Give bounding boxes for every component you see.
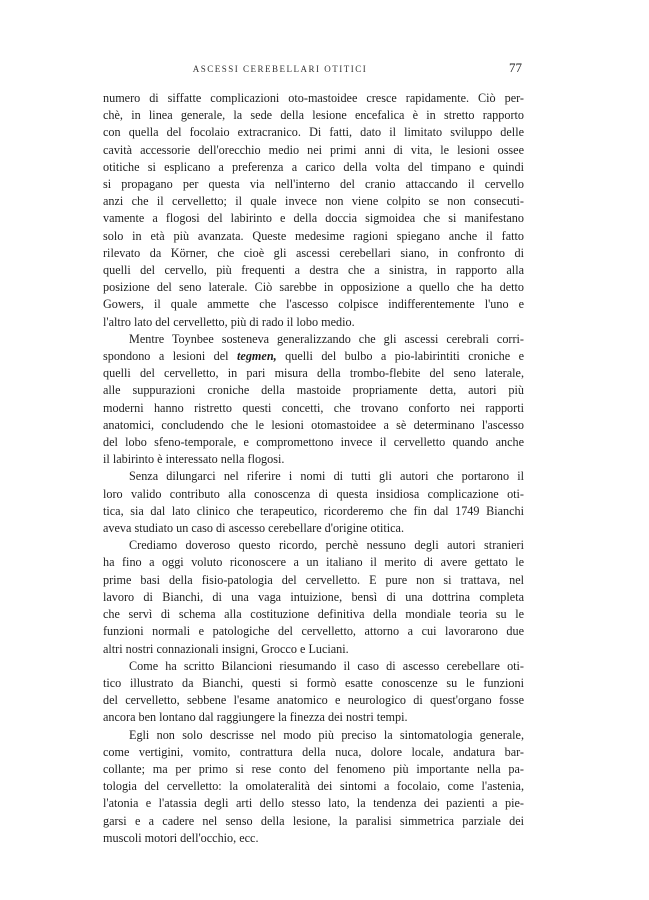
paragraph-2 bbox=[103, 331, 524, 469]
text-line: loro valido contributo alla conoscenza di questa insidiosa complicazione oti- bbox=[103, 486, 524, 501]
text-line: tica, sia dal lato clinico che terapeutico, ricorderemo che fin dal 1749 Bianchi bbox=[103, 503, 524, 518]
text-line: altri nostri connazionali insigni, Grocco e Luciani. bbox=[103, 641, 349, 656]
text-fragment: spondono a lesioni del bbox=[103, 349, 229, 364]
text-line: si propagano per questa via nell'interno del cranio attaccando il cervello bbox=[103, 177, 524, 192]
text-line: muscoli motori dell'occhio, ecc. bbox=[103, 830, 259, 845]
paragraph-4 bbox=[103, 537, 524, 657]
text-line: numero di siffatte complicazioni oto-mastoidee cresce rapidamente. Ciò per- bbox=[103, 91, 524, 105]
text-line: tologia del cervelletto: la omolateralità dei sintomi a focolaio, come l'astenia, bbox=[103, 779, 524, 794]
text-line: chè, in linea generale, la sede della lesione encefalica è in stretto rapporto bbox=[103, 108, 524, 123]
text-line: del cervelletto, sebbene l'esame anatomico e neurologico di quest'organo fosse bbox=[103, 693, 524, 708]
text-line: alle suppurazioni croniche della mastoide propriamente detta, autori più bbox=[103, 383, 524, 398]
text-line: come vertigini, vomito, contrattura della nuca, dolore locale, andatura bar- bbox=[103, 744, 524, 759]
text-line: il labirinto è interessato nella flogosi. bbox=[103, 452, 285, 467]
text-line: vamente a flogosi del labirinto e della doccia sigmoidea che si manifestano bbox=[103, 211, 524, 226]
text-line: moderni hanno ristretto questi concetti, che trovano conforto nei rapporti bbox=[103, 400, 524, 415]
emphasis-tegmen: tegmen, bbox=[237, 349, 277, 364]
text-line: posizione del seno laterale. Ciò sarebbe in opposizione a quello che ha detto bbox=[103, 280, 524, 295]
text-line: tico illustrato da Bianchi, questi si formò esatte conoscenze su le funzioni bbox=[103, 675, 524, 690]
text-line: otitiche si esplicano a preferenza a carico della volta del timpano e quindi bbox=[103, 159, 524, 174]
text-line: prime basi della fisio-patologia del cervelletto. E pure non si trattava, nel bbox=[103, 572, 524, 587]
text-line: Crediamo doveroso questo ricordo, perchè nessuno degli autori stranieri bbox=[129, 538, 524, 553]
text-line: quelli del cervelletto, in pari misura della trombo-flebite del seno laterale, bbox=[103, 366, 524, 381]
text-line: collante; ma per primo si rese conto del fenomeno più importante nella pa- bbox=[103, 761, 524, 776]
text-line: Senza dilungarci nel riferire i nomi di tutti gli autori che portarono il bbox=[129, 469, 524, 484]
paragraph-1 bbox=[103, 90, 524, 331]
text-line: l'altro lato del cervelletto, più di rado il lobo medio. bbox=[103, 314, 355, 329]
running-title: ASCESSI CEREBELLARI OTITICI bbox=[192, 64, 368, 74]
text-line: funzioni normali e patologiche del cervelletto, attorno a cui lavorarono due bbox=[103, 624, 524, 639]
text-line: aveva studiato un caso di ascesso cerebellare d'origine otitica. bbox=[103, 521, 405, 536]
text-line: solo in età più avanzata. Queste medesime ragioni spiegano anche il fatto bbox=[103, 228, 524, 243]
text-line: quelli del cervello, più frequenti a destra che a sinistra, in rapporto alla bbox=[103, 263, 524, 278]
text-line: anatomici, concludendo che le lesioni otomastoidee a sè determinano l'ascesso bbox=[103, 417, 524, 432]
text-line: del lobo sfeno-temporale, e compromettono invece il cervelletto quando anche bbox=[103, 435, 524, 450]
paragraph-6 bbox=[103, 727, 524, 847]
text-line: rilevato da Körner, che cioè gli ascessi cerebellari siano, in confronto di bbox=[103, 245, 524, 260]
body-text bbox=[103, 90, 524, 847]
text-line: l'atonia e l'atassia degli arti dello stesso lato, la tendenza dei pazienti a pie- bbox=[103, 796, 524, 811]
text-line: ancora ben lontano dal raggiungere la finezza dei nostri tempi. bbox=[103, 710, 408, 725]
text-line: ha fino a oggi voluto riconoscere a un italiano il merito di avere gettato le bbox=[103, 555, 524, 570]
text-line: cavità accessorie dell'orecchio medio nei primi anni di vita, le lesioni ossee bbox=[103, 142, 524, 157]
paragraph-3 bbox=[103, 468, 524, 537]
page-number: 77 bbox=[509, 60, 522, 75]
text-line: Gowers, il quale ammette che l'ascesso colpisce indifferentemente l'uno e bbox=[103, 297, 524, 312]
paragraph-5 bbox=[103, 658, 524, 727]
text-line: Egli non solo descrisse nel modo più preciso la sintomatologia generale, bbox=[129, 727, 524, 742]
text-line: Mentre Toynbee sosteneva generalizzando che gli ascessi cerebrali corri- bbox=[129, 331, 524, 346]
text-line: Come ha scritto Bilancioni riesumando il caso di ascesso cerebellare oti- bbox=[129, 658, 524, 673]
text-line: anzi che il cervelletto; il quale invece non viene colpito se non consecuti- bbox=[103, 194, 524, 209]
text-line: lavoro di Bianchi, di una vaga intuizione, bensì di una dottrina completa bbox=[103, 589, 524, 604]
text-line: che servì di schema alla costituzione definitiva della mondiale teoria su le bbox=[103, 607, 524, 622]
text-line: garsi e a cadere nel senso della lesione, la paralisi simmetrica parziale dei bbox=[103, 813, 524, 828]
text-line: con quella del focolaio extracranico. Di fatti, dato il limitato sviluppo delle bbox=[103, 125, 524, 140]
text-line-with-emphasis bbox=[103, 348, 524, 365]
text-fragment: quelli del bulbo a pio-labirintiti croniche e bbox=[285, 349, 524, 364]
